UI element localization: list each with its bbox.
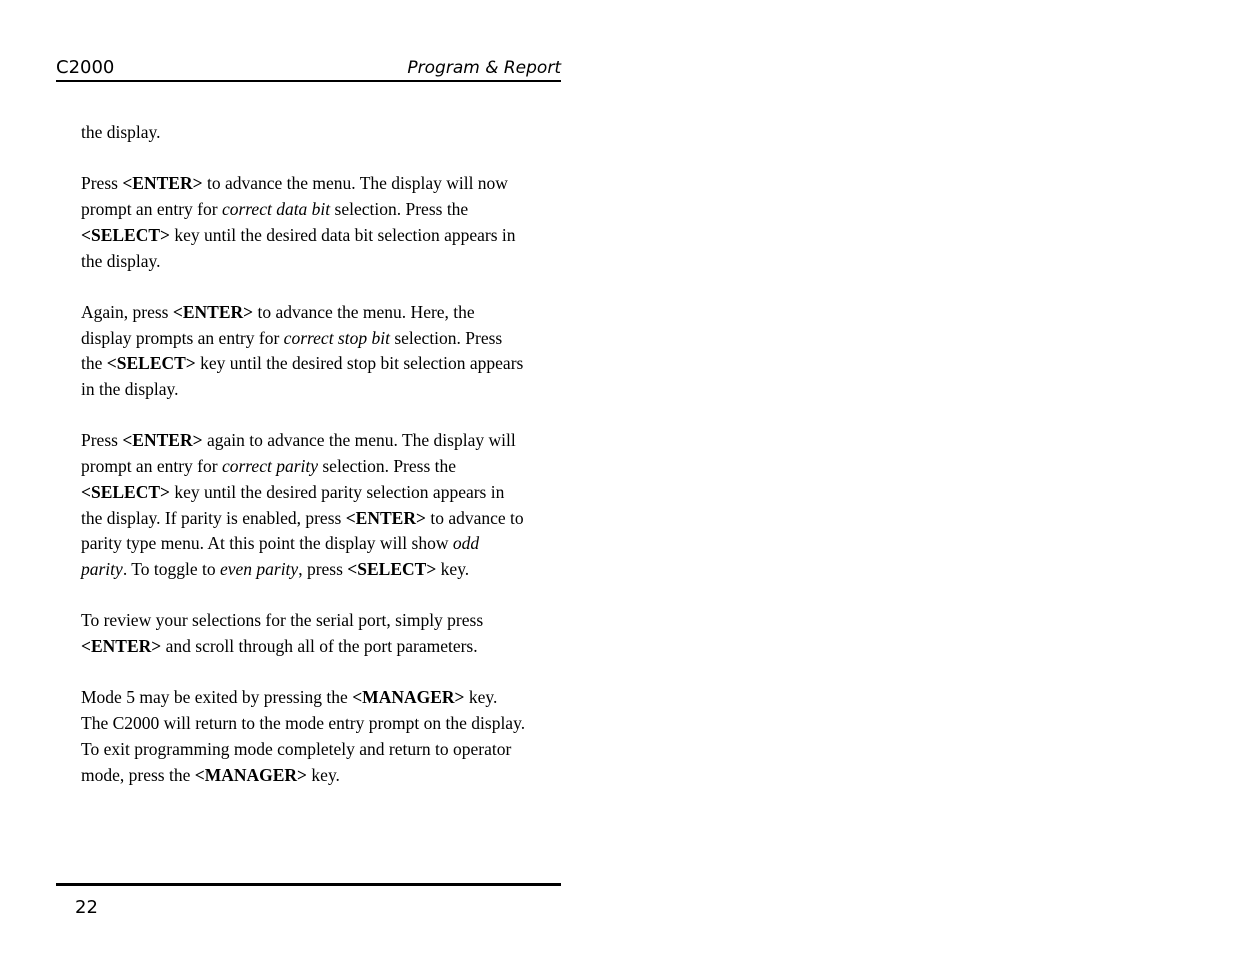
text-run: key until the desired parity selection appears in [170, 481, 505, 502]
text-run: in the display. [81, 379, 179, 399]
emphasis-text: odd [452, 533, 480, 554]
text-run: key. [464, 687, 498, 708]
key-name: <MANAGER> [352, 687, 465, 708]
text-run: key until the desired data bit selection appears in [170, 224, 516, 245]
emphasis-text: even parity [219, 558, 299, 579]
paragraph [81, 120, 565, 146]
text-run: to advance the menu. The display will now [202, 173, 508, 194]
text-run: prompt an entry for [81, 456, 222, 477]
text-run: the [81, 353, 107, 374]
text-run: key. [436, 558, 470, 579]
text-run: Again, press [81, 301, 173, 322]
text-run: selection. Press the [318, 456, 457, 477]
text-run: Press [81, 173, 123, 194]
text-run: display prompts an entry for [81, 327, 284, 348]
emphasis-text: correct data bit [221, 199, 331, 220]
text-run: To exit programming mode completely and return to operator [81, 738, 512, 759]
key-name: <ENTER> [81, 636, 162, 656]
body-text [81, 120, 565, 814]
text-run: to advance to [425, 507, 524, 528]
emphasis-text: correct stop bit [283, 327, 390, 348]
text-run: , press [298, 558, 348, 579]
paragraph [81, 608, 565, 659]
document-title: C2000 [56, 57, 115, 78]
page-header [56, 56, 561, 82]
paragraph [81, 685, 565, 788]
key-name: <SELECT> [81, 224, 171, 245]
text-run: the display. If parity is enabled, press [81, 507, 346, 528]
text-run: again to advance the menu. The display will [202, 430, 516, 451]
text-run: Press [81, 430, 123, 451]
key-name: <ENTER> [345, 507, 426, 528]
key-name: <ENTER> [122, 173, 203, 194]
text-run: the display. [81, 122, 161, 142]
text-run: Mode 5 may be exited by pressing the [81, 687, 353, 708]
text-run: to advance the menu. Here, the [253, 301, 475, 322]
key-name: <SELECT> [347, 558, 437, 579]
text-run: and scroll through all of the port parameters. [161, 636, 478, 656]
text-run: To review your selections for the serial port, simply press [81, 610, 484, 631]
key-name: <ENTER> [172, 301, 254, 322]
text-run: selection. Press the [330, 199, 469, 220]
key-name: <ENTER> [122, 430, 203, 451]
emphasis-text: correct parity [221, 456, 318, 477]
text-run: mode, press the [81, 764, 195, 785]
text-run: parity type menu. At this point the display will show [81, 533, 453, 554]
text-run: key until the desired stop bit selection appears [195, 353, 524, 374]
paragraph [81, 300, 565, 403]
key-name: <SELECT> [106, 353, 196, 374]
text-run: selection. Press [389, 327, 503, 348]
paragraph [81, 428, 565, 582]
page-number: 22 [75, 897, 98, 918]
text-run: . To toggle to [122, 558, 220, 579]
paragraph [81, 171, 565, 274]
key-name: <SELECT> [81, 481, 171, 502]
text-run: the display. [81, 250, 161, 271]
text-run: key. [307, 764, 340, 785]
footer-divider [56, 883, 561, 886]
section-title: Program & Report [407, 58, 561, 78]
emphasis-text: parity [81, 558, 123, 579]
text-run: prompt an entry for [81, 199, 222, 220]
text-run: The C2000 will return to the mode entry prompt on the display. [81, 713, 526, 734]
key-name: <MANAGER> [194, 764, 308, 785]
